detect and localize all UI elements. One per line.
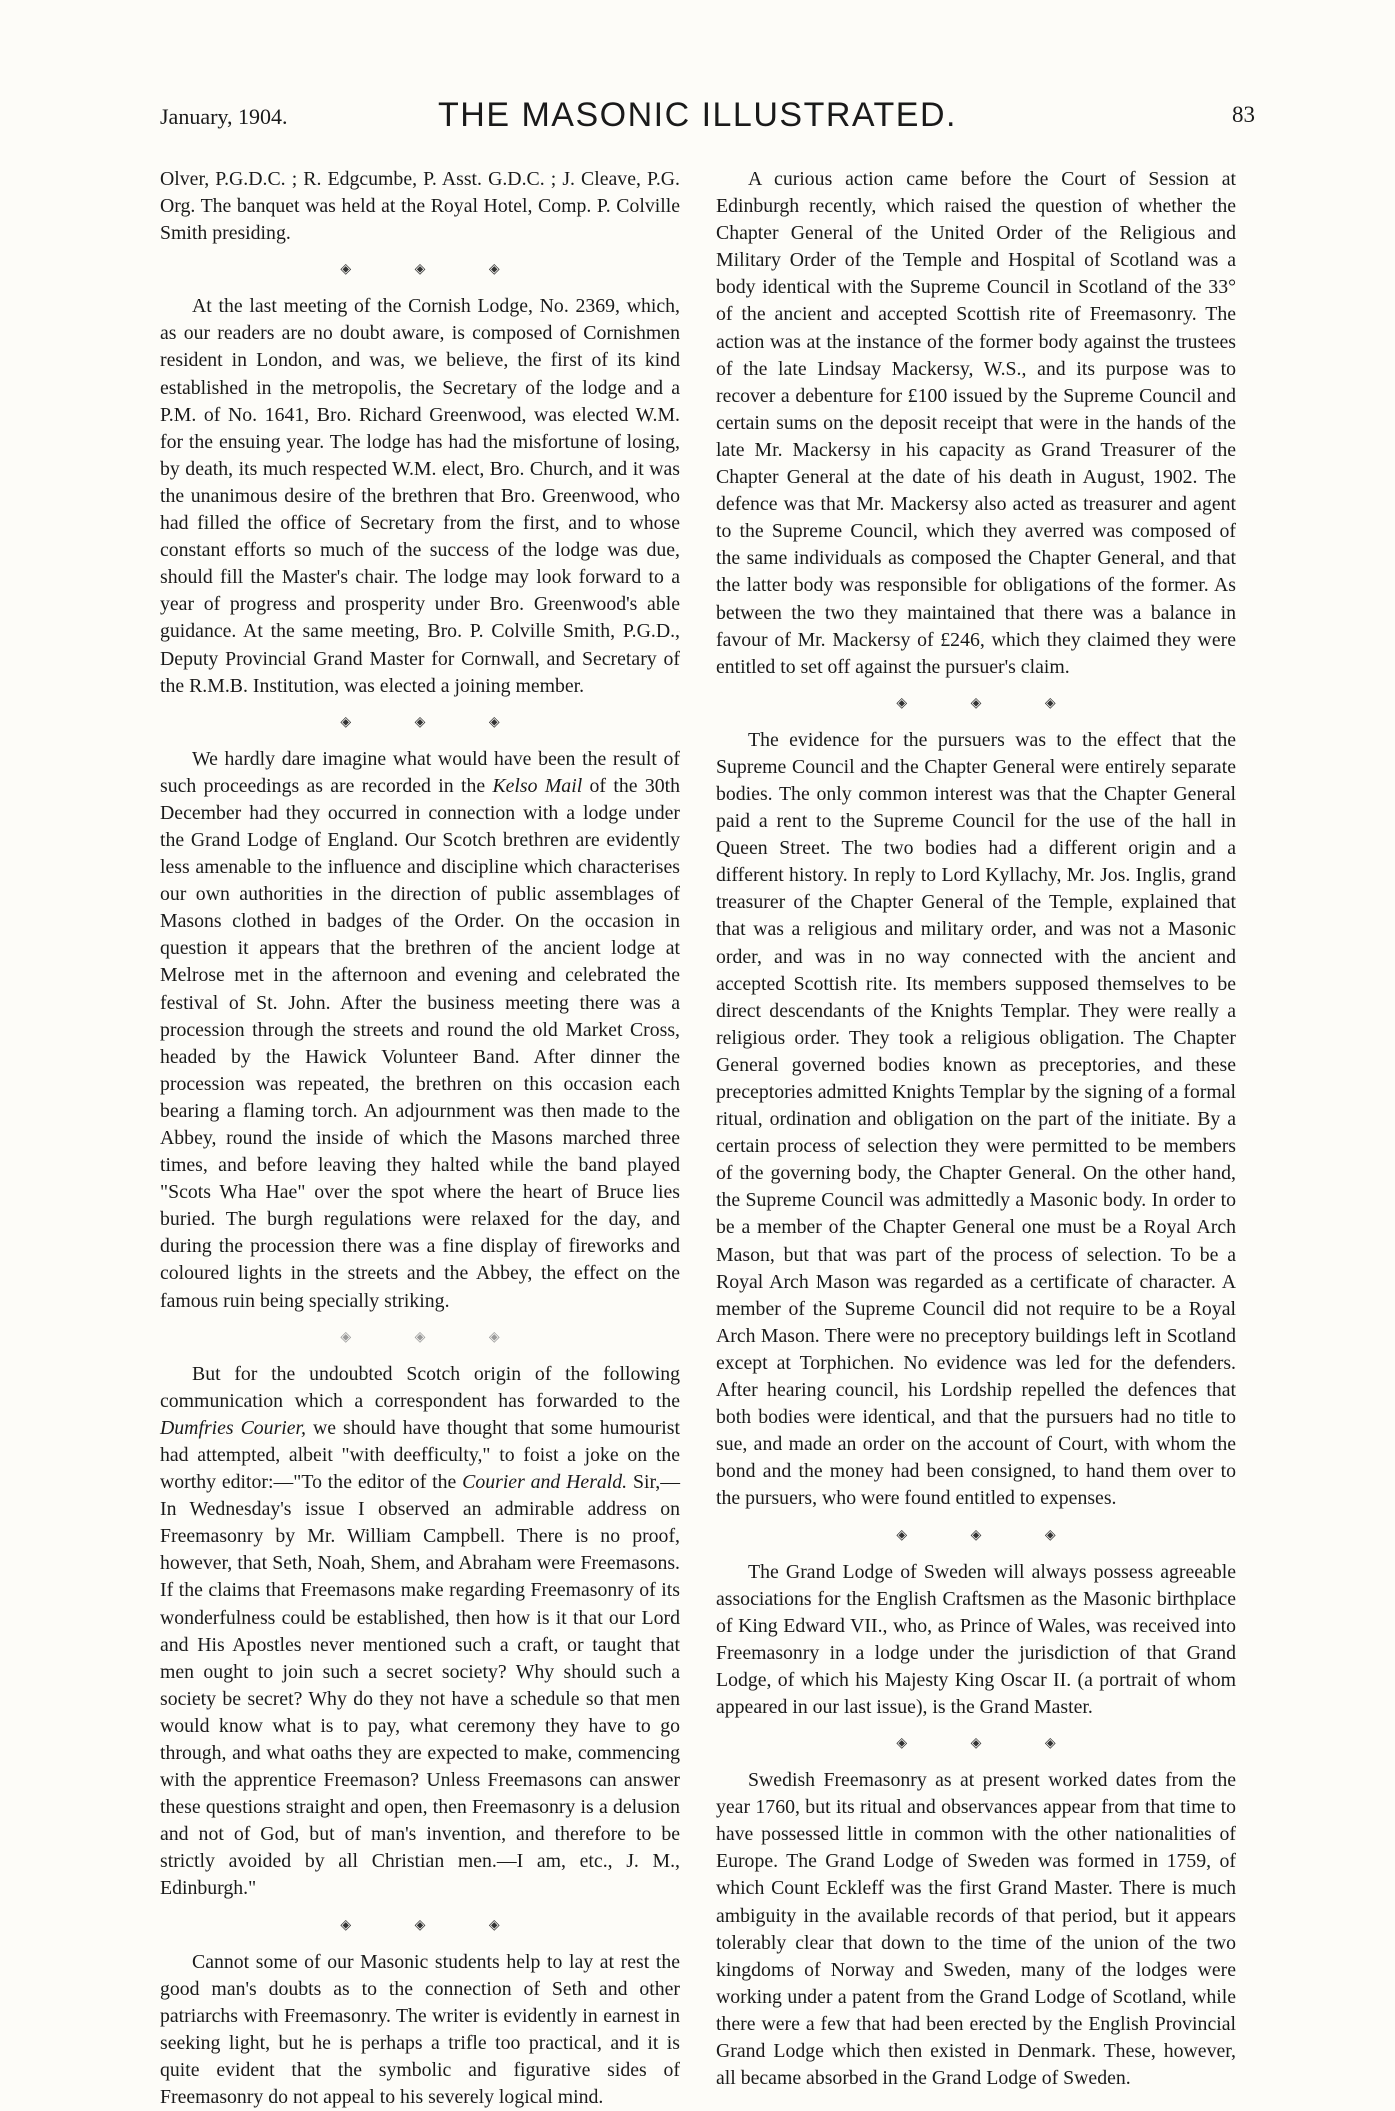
article-paragraph: A curious action came before the Court of Session at Edinburgh recently, which raised the question of whether the Chapter General of the United Order of the Religious and Military Order of the Temple and Hospital of Scotland was a body identical with the Supreme Council in Scotland of the 33° of the ancient and accepted Scottish rite of Freemasonry. The action was at the instance of the former body against the trustees of the late Lindsay Mackersy, W.S., and its purpose was to recover a debenture for £100 issued by the Supreme Council and certain sums on the deposit receipt that were in the hands of the late Mr. Mackersy in his capacity as Grand Treasurer of the Chapter General at the date of his death in August, 1902. The defence was that Mr. Mackersy also acted as treasurer and agent to the Supreme Council, which they averred was composed of the same individuals as composed the Chapter General, and that the latter body was responsible for obligations of the former. As between the two they maintained that there was a balance in favour of Mr. Mackersy of £246, which they claimed they were entitled to set off against the pursuer's claim. — [716, 168, 1236, 678]
section-separator: ◈ ◈ ◈ — [340, 1329, 530, 1345]
article-paragraph: The evidence for the pursuers was to the effect that the Supreme Council and the Chapter General were entirely separate bodies. The only common interest was that the Chapter General paid a rent to the Supreme Council for the use of the hall in Queen Street. The two bodies had a different origin and a different history. In reply to Lord Kyllachy, Mr. Jos. Inglis, grand treasurer of the Chapter General of the Temple, explained that that was a religious and military order, and was not a Masonic order, and was in no way connected with the ancient and accepted Scottish rite. Its members supposed themselves to be direct descendants of the Knights Templar. They were really a religious order. They took a religious obligation. The Chapter General governed bodies known as preceptories, and these preceptories admitted Knights Templar by the signing of a formal ritual, ordination and obligation on the part of the initiate. By a certain process of selection they were permitted to be members of the governing body, the Chapter General. On the other hand, the Supreme Council was admittedly a Masonic body. In order to be a member of the Chapter General one must be a Royal Arch Mason, but that was part of the process of selection. To be a Royal Arch Mason was regarded as a certificate of character. A member of the Supreme Council did not require to be a Royal Arch Mason. There were no preceptory buildings left in Scotland except at Torphichen. No evidence was led for the defenders. After hearing council, his Lordship repelled the defences that both bodies were identical, and that the pursuers had no title to sue, and made an order on the account of Court, with whom the bond and the money had been consigned, to hand them over to the pursuers, who were found entitled to expenses. — [716, 728, 1236, 1510]
article-paragraph: Cannot some of our Masonic students help to lay at rest the good man's doubts as to the connection of Seth and other patriarchs with Freemasonry. The writer is evidently in earnest in seeking light, but he is perhaps a trifle too practical, and it is quite evident that the symbolic and figurative sides of Freemasonry do not appeal to his severely logical mind. — [160, 1950, 680, 2108]
section-separator: ◈ ◈ ◈ — [340, 1917, 530, 1933]
article-paragraph: Olver, P.G.D.C. ; R. Edgcumbe, P. Asst. G.D.C. ; J. Cleave, P.G. Org. The banquet was held at the Royal Hotel, Comp. P. Colville Smith presiding. — [160, 168, 680, 245]
article-paragraph: The Grand Lodge of Sweden will always possess agreeable associations for the English Craftsmen as the Masonic birthplace of King Edward VII., who, as Prince of Wales, was received into Freemasonry in a lodge under the jurisdiction of that Grand Lodge, of which his Majesty King Oscar II. (a portrait of whom appeared in our last issue), is the Grand Master. — [716, 1560, 1236, 1718]
newspaper-name: Dumfries Courier, — [160, 1416, 306, 1439]
section-separator: ◈ ◈ ◈ — [340, 262, 530, 278]
newspaper-name: Courier and Herald. — [462, 1471, 628, 1494]
left-column — [160, 166, 680, 2111]
section-separator: ◈ ◈ ◈ — [896, 695, 1086, 711]
section-separator: ◈ ◈ ◈ — [896, 1736, 1086, 1752]
section-separator: ◈ ◈ ◈ — [896, 1527, 1086, 1543]
article-paragraph: Swedish Freemasonry as at present worked dates from the year 1760, but its ritual and observances appear from that time to have possessed little in common with the other nationalities of Europe. The Grand Lodge of Sweden was formed in 1759, of which Count Eckleff was the first Grand Master. There is much ambiguity in the available records of that period, but it appears tolerably clear that down to the time of the union of the two kingdoms of Norway and Sweden, many of the lodges were working under a patent from the Grand Lodge of Scotland, while there were a few that had been erected by the English Provincial Grand Lodge which then existed in Denmark. These, however, all became absorbed in the Grand Lodge of Sweden. — [716, 1769, 1236, 2090]
newspaper-name: Kelso Mail — [492, 774, 583, 797]
publication-title: THE MASONIC ILLUSTRATED. — [438, 96, 957, 134]
issue-date: January, 1904. — [160, 104, 288, 129]
article-paragraph: But for the undoubted Scotch origin of the following communication which a correspondent has forwarded to the Dumfries Courier, we should have thought that some humourist had attempted, albeit "with deefficulty," to foist a joke on the worthy editor:—"To the editor of the Courier and Herald. Sir,—In Wednesday's issue I observed an admirable address on Freemasonry by Mr. William Campbell. There is no proof, however, that Seth, Noah, Shem, and Abraham were Freemasons. If the claims that Freemasons make regarding Freemasonry of its wonderfulness could be established, then how is it that our Lord and His Apostles never mentioned such a craft, or taught that men ought to join such a secret society? Why should such a society be secret? Why do they not have a schedule so that men would know what is to pay, what ceremony they have to go through, and what oaths they are expected to make, commencing with the apprentice Freemason? Unless Freemasons can answer these questions straight and open, then Freemasonry is a delusion and not of God, but of man's invention, and therefore to be strictly avoided by all Christian men.—I am, etc., J. M., Edinburgh." — [160, 1362, 681, 1900]
section-separator: ◈ ◈ ◈ — [340, 714, 530, 730]
right-column — [716, 166, 1236, 2092]
page-header — [0, 0, 1395, 150]
article-paragraph: At the last meeting of the Cornish Lodge, No. 2369, which, as our readers are no doubt aware, is composed of Cornishmen resident in London, and was, we believe, the first of its kind established in the metropolis, the Secretary of the lodge and a P.M. of No. 1641, Bro. Richard Greenwood, was elected W.M. for the ensuing year. The lodge has had the misfortune of losing, by death, its much respected W.M. elect, Bro. Church, and it was the unanimous desire of the brethren that Bro. Greenwood, who had filled the office of Secretary from the first, and to whose constant efforts so much of the success of the lodge was due, should fill the Master's chair. The lodge may look forward to a year of progress and prosperity under Bro. Greenwood's able guidance. At the same meeting, Bro. P. Colville Smith, P.G.D., Deputy Provincial Grand Master for Cornwall, and Secretary of the R.M.B. Institution, was elected a joining member. — [160, 295, 680, 697]
page-number: 83 — [1232, 102, 1255, 127]
article-paragraph: We hardly dare imagine what would have been the result of such proceedings as are recorded in the Kelso Mail of the 30th December had they occurred in connection with a lodge under the Grand Lodge of England. Our Scotch brethren are evidently less amenable to the influence and discipline which characterises our own authorities in the direction of public assemblages of Masons clothed in badges of the Order. On the occasion in question it appears that the brethren of the ancient lodge at Melrose met in the afternoon and evening and celebrated the festival of St. John. After the business meeting there was a procession through the streets and round the old Market Cross, headed by the Hawick Volunteer Band. After dinner the procession was repeated, the brethren on this occasion each bearing a flaming torch. An adjournment was then made to the Abbey, round the inside of which the Masons marched three times, and before leaving they halted while the band played "Scots Wha Hae" over the spot where the heart of Bruce lies buried. The burgh regulations were relaxed for the day, and during the procession there was a fine display of fireworks and coloured lights in the streets and the Abbey, the effect on the famous ruin being specially striking. — [160, 747, 680, 1312]
